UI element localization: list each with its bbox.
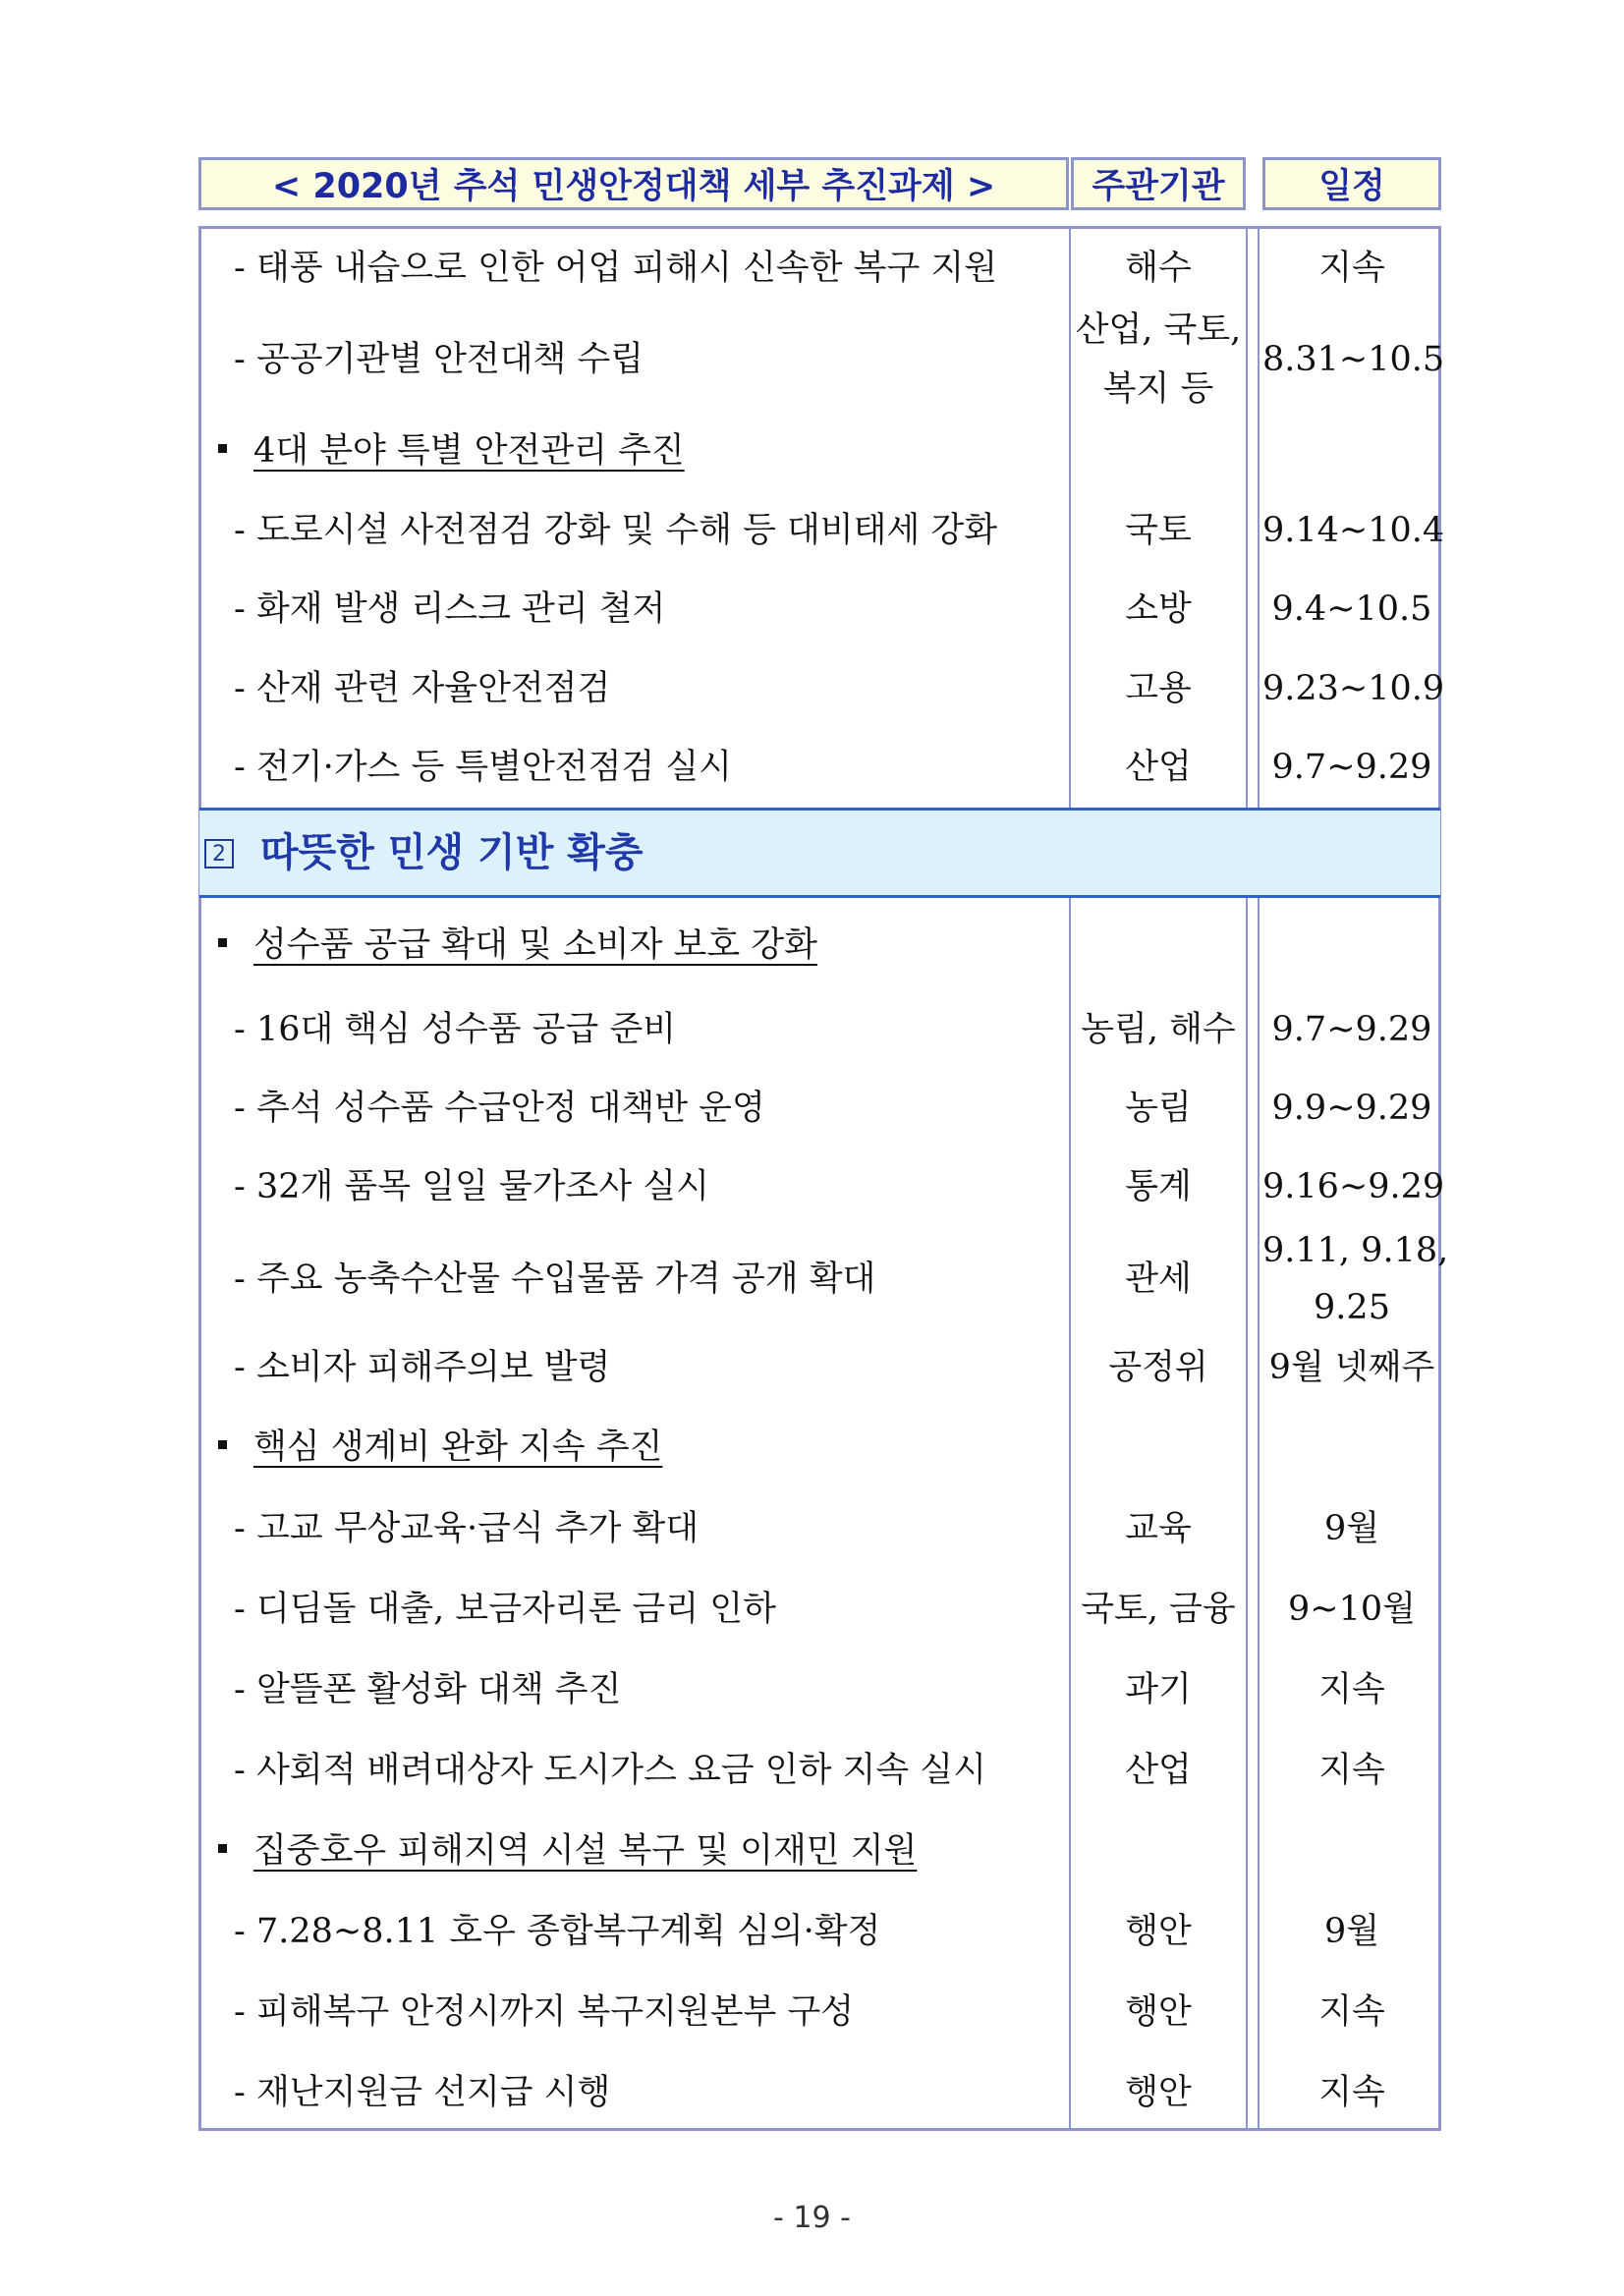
task-item: - 사회적 배려대상자 도시가스 요금 인하 지속 실시 <box>234 1751 986 1790</box>
section-number: 2 <box>204 839 234 868</box>
category-heading <box>218 1424 662 1471</box>
agency-cell: 농림, 해수 <box>1081 1010 1236 1049</box>
task-item: - 공공기관별 안전대책 수립 <box>234 340 644 379</box>
task-item: - 추석 성수품 수급안정 대책반 운영 <box>234 1089 765 1128</box>
page-number: - 19 - <box>773 2201 851 2235</box>
schedule-cell: 9월 <box>1323 1509 1380 1548</box>
schedule-cell: 지속 <box>1318 2073 1385 2112</box>
category-heading <box>218 427 685 475</box>
agency-cell: 산업 <box>1125 748 1192 787</box>
schedule-cell: 지속 <box>1318 249 1385 288</box>
category-heading-label: 성수품 공급 확대 및 소비자 보호 강화 <box>253 925 817 965</box>
agency-column-header: 주관기관 <box>1071 157 1246 210</box>
schedule-cell: 9.16~9.29 <box>1262 1167 1445 1206</box>
agency-cell: 국토, 금융 <box>1081 1590 1236 1629</box>
task-item: - 소비자 피해주의보 발령 <box>234 1348 611 1387</box>
agency-cell: 고용 <box>1125 669 1192 708</box>
schedule-cell: 9월 <box>1323 1912 1380 1951</box>
task-item: - 산재 관련 자율안전점검 <box>234 669 611 708</box>
bullet-square-icon <box>218 1440 227 1449</box>
table-title-header: < 2020년 추석 민생안정대책 세부 추진과제 > <box>198 157 1069 210</box>
agency-cell: 농림 <box>1125 1089 1192 1128</box>
schedule-cell: 9.23~10.9 <box>1262 669 1445 708</box>
schedule-cell: 9.25 <box>1314 1288 1390 1327</box>
agency-cell: 공정위 <box>1108 1348 1208 1387</box>
task-item: - 피해복구 안정시까지 복구지원본부 구성 <box>234 1992 855 2032</box>
column-divider <box>1246 226 1248 2131</box>
agency-cell: 해수 <box>1125 249 1192 288</box>
task-item: - 주요 농축수산물 수입물품 가격 공개 확대 <box>234 1260 876 1299</box>
schedule-cell: 9.11, 9.18, <box>1262 1231 1449 1270</box>
bullet-square-icon <box>218 444 227 453</box>
agency-cell: 산업, 국토, <box>1075 310 1242 350</box>
task-item: - 알뜰폰 활성화 대책 추진 <box>234 1670 622 1709</box>
bullet-square-icon <box>218 938 227 947</box>
category-heading-label: 집중호우 피해지역 시설 복구 및 이재민 지원 <box>253 1831 918 1871</box>
agency-cell: 행안 <box>1125 1912 1192 1951</box>
category-heading <box>218 922 817 969</box>
category-heading <box>218 1827 917 1875</box>
task-item: - 디딤돌 대출, 보금자리론 금리 인하 <box>234 1590 776 1629</box>
schedule-cell: 9.7~9.29 <box>1271 748 1432 787</box>
schedule-cell: 9.14~10.4 <box>1262 511 1445 550</box>
schedule-cell: 9월 넷째주 <box>1268 1348 1435 1387</box>
schedule-cell: 8.31~10.5 <box>1262 340 1445 379</box>
schedule-cell: 9.7~9.29 <box>1271 1010 1432 1049</box>
category-heading-label: 4대 분야 특별 안전관리 추진 <box>253 431 685 471</box>
agency-cell: 교육 <box>1125 1509 1192 1548</box>
agency-cell: 국토 <box>1125 511 1192 550</box>
agency-cell: 행안 <box>1125 1992 1192 2032</box>
task-item: - 16대 핵심 성수품 공급 준비 <box>234 1010 677 1049</box>
category-heading-label: 핵심 생계비 완화 지속 추진 <box>253 1428 663 1467</box>
schedule-cell: 지속 <box>1318 1992 1385 2032</box>
task-item: - 화재 발생 리스크 관리 철저 <box>234 589 666 629</box>
agency-cell: 산업 <box>1125 1751 1192 1790</box>
schedule-cell: 9.4~10.5 <box>1271 589 1432 629</box>
task-item: - 도로시설 사전점검 강화 및 수해 등 대비태세 강화 <box>234 511 998 550</box>
task-item: - 태풍 내습으로 인한 어업 피해시 신속한 복구 지원 <box>234 249 998 288</box>
column-divider <box>1258 226 1260 2131</box>
schedule-cell: 9.9~9.29 <box>1271 1089 1432 1128</box>
schedule-cell: 9~10월 <box>1288 1590 1416 1629</box>
task-item: - 7.28~8.11 호우 종합복구계획 심의·확정 <box>234 1912 881 1951</box>
agency-cell: 행안 <box>1125 2073 1192 2112</box>
agency-cell: 복지 등 <box>1102 369 1214 409</box>
agency-cell: 관세 <box>1125 1260 1192 1299</box>
section-title: 따뜻한 민생 기반 확충 <box>260 830 644 875</box>
agency-cell: 과기 <box>1125 1670 1192 1709</box>
agency-cell: 소방 <box>1125 589 1192 629</box>
task-item: - 전기·가스 등 특별안전점검 실시 <box>234 748 732 787</box>
schedule-column-header: 일정 <box>1262 157 1441 210</box>
schedule-cell: 지속 <box>1318 1670 1385 1709</box>
bullet-square-icon <box>218 1844 227 1853</box>
task-item: - 재난지원금 선지급 시행 <box>234 2073 611 2112</box>
task-item: - 32개 품목 일일 물가조사 실시 <box>234 1167 709 1206</box>
agency-cell: 통계 <box>1125 1167 1192 1206</box>
task-item: - 고교 무상교육·급식 추가 확대 <box>234 1509 700 1548</box>
schedule-cell: 지속 <box>1318 1751 1385 1790</box>
